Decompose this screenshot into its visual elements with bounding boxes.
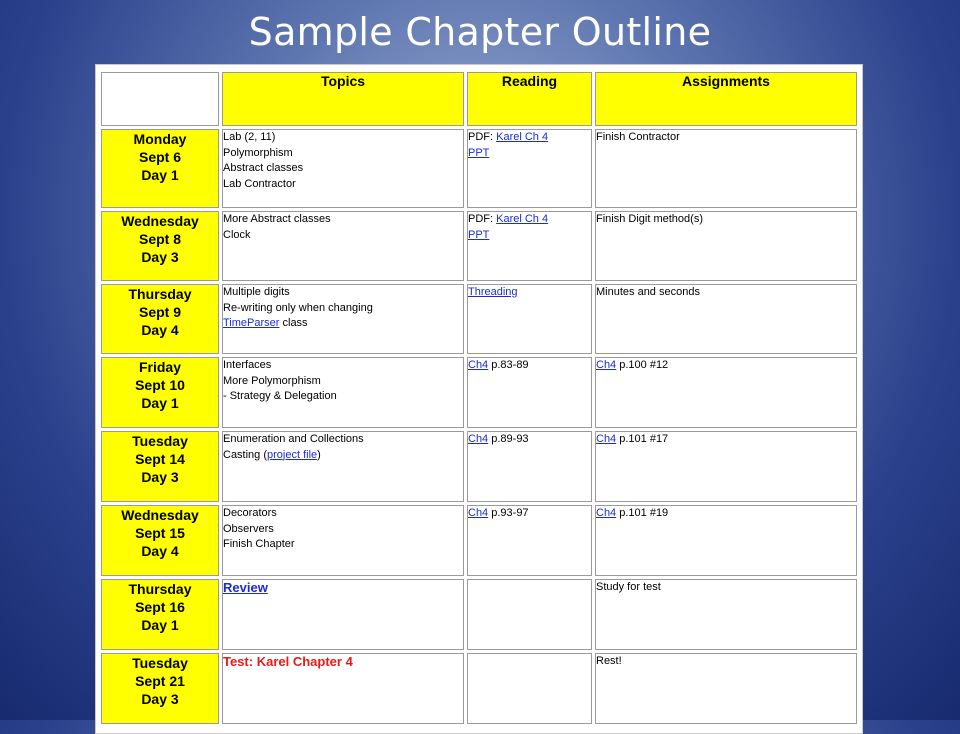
day-cell: [101, 357, 219, 428]
ch4-assignment-link[interactable]: Ch4: [596, 433, 617, 445]
day-name: Wednesday: [121, 213, 199, 229]
assignment-cell: Minutes and seconds: [595, 284, 857, 354]
reading-prefix: PDF:: [468, 213, 497, 225]
ch4-reading-link[interactable]: Ch4: [468, 507, 489, 519]
reading-link[interactable]: Karel Ch 4: [496, 131, 549, 143]
ppt-link[interactable]: PPT: [468, 146, 490, 159]
table-row: [101, 579, 857, 650]
day-number: Day 4: [141, 543, 179, 559]
topic-item: Observers: [223, 522, 274, 535]
day-date: Sept 14: [135, 451, 185, 467]
topic-item: Interfaces: [223, 359, 272, 371]
ch4-assignment-link[interactable]: Ch4: [596, 507, 617, 519]
day-cell: [101, 579, 219, 650]
topic-item: Enumeration and Collections: [223, 433, 364, 445]
topic-item: Lab Contractor: [223, 177, 296, 190]
threading-link[interactable]: Threading: [468, 286, 518, 298]
day-name: Thursday: [128, 581, 192, 597]
header-row: [101, 72, 857, 126]
reading-link[interactable]: Karel Ch 4: [496, 213, 549, 225]
review-link[interactable]: Review: [223, 580, 268, 595]
day-name: Monday: [133, 131, 187, 147]
table-row: [101, 211, 857, 281]
day-date: Sept 16: [135, 599, 185, 615]
header-reading: Reading: [467, 72, 592, 126]
header-day-blank: [101, 72, 219, 126]
assignment-detail: p.100 #12: [616, 359, 669, 371]
day-number: Day 1: [141, 395, 179, 411]
ch4-reading-link[interactable]: Ch4: [468, 433, 489, 445]
day-number: Day 3: [141, 691, 179, 707]
day-cell: [101, 211, 219, 281]
assignment-cell: Finish Digit method(s): [595, 211, 857, 281]
topic-item: Decorators: [223, 507, 277, 519]
reading-pages: p.89-93: [488, 433, 529, 445]
ch4-reading-link[interactable]: Ch4: [468, 359, 489, 371]
reading-cell-empty: [467, 653, 592, 724]
reading-pages: p.93-97: [488, 507, 529, 519]
day-date: Sept 8: [138, 231, 181, 247]
topic-item: Clock: [223, 228, 251, 241]
reading-cell: [467, 505, 592, 576]
reading-cell: [467, 357, 592, 428]
day-date: Sept 15: [135, 525, 185, 541]
ppt-link[interactable]: PPT: [468, 228, 490, 241]
outline-table-panel: [95, 64, 863, 734]
reading-cell: [467, 129, 592, 208]
day-number: Day 4: [141, 322, 179, 338]
reading-cell: [467, 284, 592, 354]
chapter-outline-table: [98, 69, 860, 727]
ch4-assignment-link[interactable]: Ch4: [596, 359, 617, 371]
topics-cell: [222, 129, 464, 208]
topic-item: Finish Chapter: [223, 538, 295, 550]
topics-cell: [222, 653, 464, 724]
day-cell: [101, 653, 219, 724]
reading-pages: p.83-89: [488, 359, 529, 371]
topics-cell: [222, 579, 464, 650]
topic-prefix: Casting (: [223, 448, 268, 461]
topic-item: Polymorphism: [223, 146, 293, 159]
topic-item: Abstract classes: [223, 162, 304, 174]
assignment-cell: [595, 505, 857, 576]
day-cell: [101, 431, 219, 502]
assignment-detail: p.101 #19: [616, 507, 669, 519]
day-date: Sept 9: [138, 304, 181, 320]
reading-prefix: PDF:: [468, 131, 497, 143]
topic-item: More Polymorphism: [223, 374, 321, 387]
reading-cell: [467, 211, 592, 281]
topic-item: Re-writing only when changing: [223, 301, 373, 314]
day-number: Day 1: [141, 167, 179, 183]
day-name: Tuesday: [132, 655, 188, 671]
table-row: [101, 653, 857, 724]
topics-cell: [222, 431, 464, 502]
assignment-cell: Finish Contractor: [595, 129, 857, 208]
reading-cell: [467, 431, 592, 502]
day-number: Day 3: [141, 249, 179, 265]
test-announcement: Test: Karel Chapter 4: [223, 654, 353, 669]
topic-link-suffix: class: [279, 317, 308, 329]
topic-link-suffix: ): [317, 448, 321, 461]
assignment-cell: [595, 431, 857, 502]
day-name: Friday: [138, 359, 181, 375]
day-date: Sept 21: [135, 673, 185, 689]
topic-item: More Abstract classes: [223, 213, 331, 225]
table-row: [101, 284, 857, 354]
topics-cell: [222, 284, 464, 354]
topics-cell: [222, 357, 464, 428]
day-cell: [101, 129, 219, 208]
slide-title: Sample Chapter Outline: [248, 10, 712, 54]
topic-item: - Strategy & Delegation: [223, 390, 337, 402]
day-number: Day 3: [141, 469, 179, 485]
topic-item: Multiple digits: [223, 286, 290, 298]
timeparser-link[interactable]: TimeParser: [223, 317, 280, 329]
project-file-link[interactable]: project file: [267, 448, 318, 461]
table-row: [101, 431, 857, 502]
assignment-cell: Study for test: [595, 579, 857, 650]
topic-item: Lab (2, 11): [223, 131, 276, 143]
assignment-cell: [595, 357, 857, 428]
day-date: Sept 6: [138, 149, 181, 165]
topics-cell: [222, 505, 464, 576]
day-name: Tuesday: [132, 433, 188, 449]
day-name: Wednesday: [121, 507, 199, 523]
header-topics: Topics: [222, 72, 464, 126]
topics-cell: [222, 211, 464, 281]
day-number: Day 1: [141, 617, 179, 633]
assignment-cell: Rest!: [595, 653, 857, 724]
assignment-detail: p.101 #17: [616, 433, 669, 445]
day-date: Sept 10: [135, 377, 185, 393]
header-assignments: Assignments: [595, 72, 857, 126]
reading-cell-empty: [467, 579, 592, 650]
table-row: [101, 357, 857, 428]
table-row: [101, 129, 857, 208]
day-cell: [101, 505, 219, 576]
table-row: [101, 505, 857, 576]
day-cell: [101, 284, 219, 354]
day-name: Thursday: [128, 286, 192, 302]
